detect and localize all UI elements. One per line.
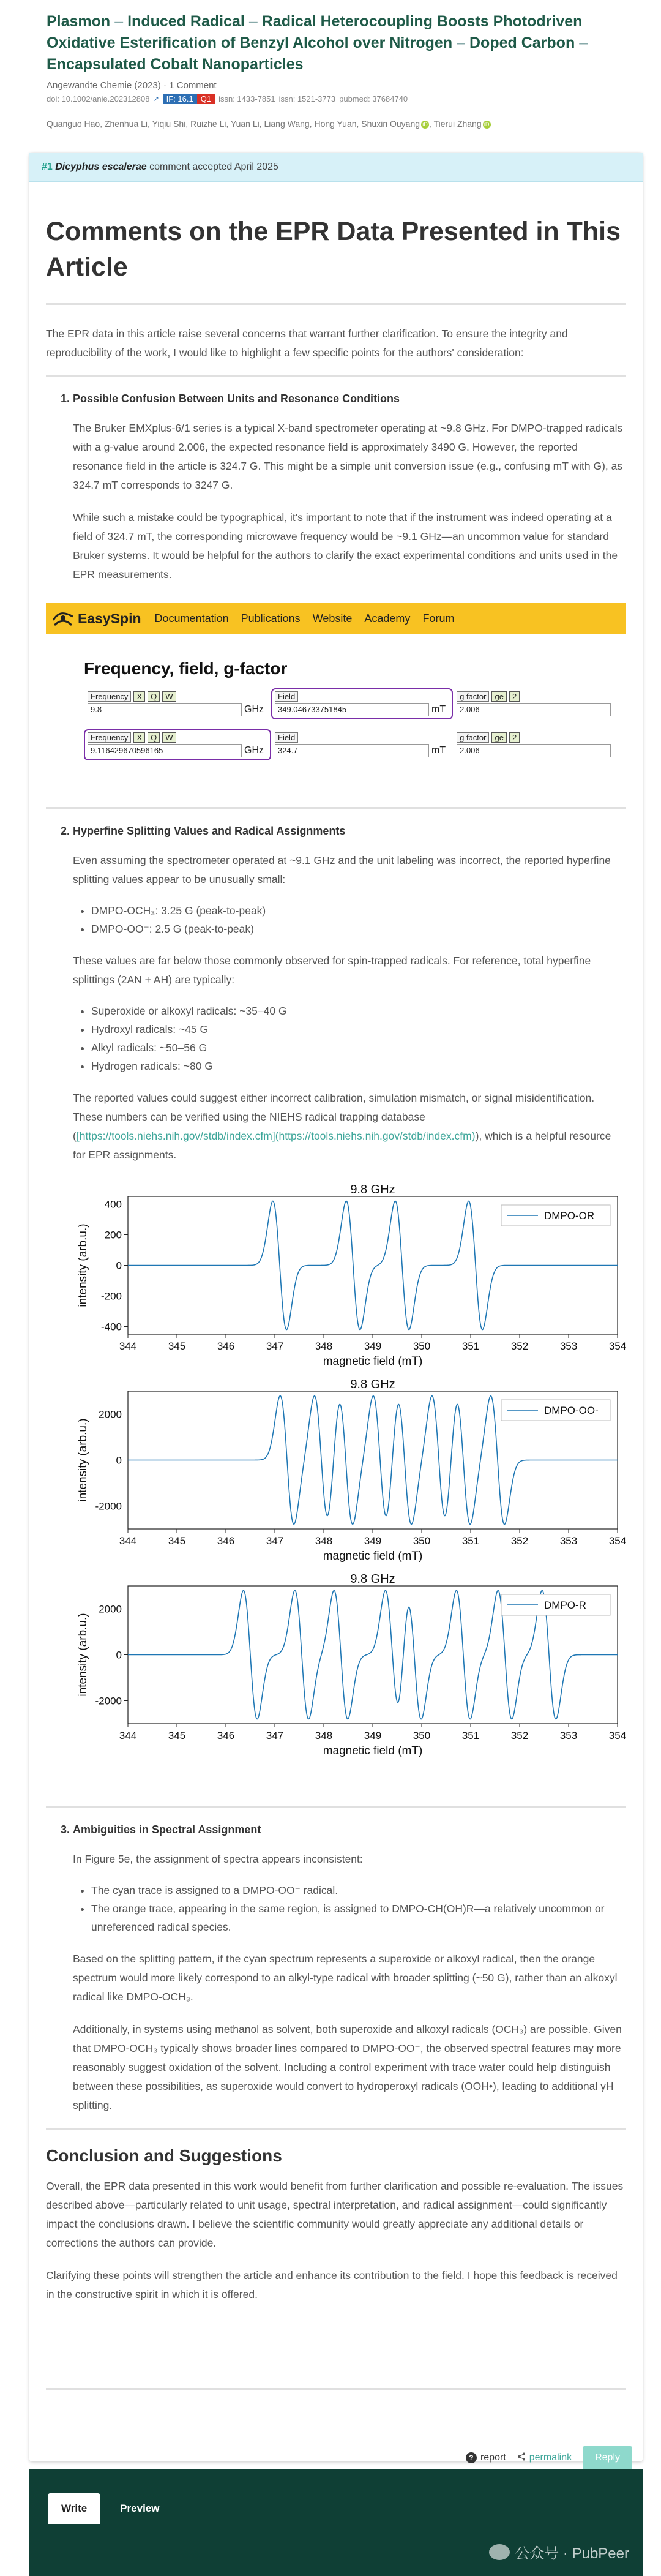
paper-title[interactable] xyxy=(47,11,637,75)
x-tick-label: 353 xyxy=(559,1535,578,1547)
band-x-button[interactable]: X xyxy=(133,732,145,743)
author[interactable]: Shuxin Ouyang xyxy=(361,119,420,129)
permalink-label: permalink xyxy=(529,2452,572,2463)
y-tick-label: 200 xyxy=(104,1229,122,1241)
bullet-list xyxy=(91,1002,626,1075)
band-q-button[interactable]: Q xyxy=(148,732,160,743)
orcid-icon[interactable]: iD xyxy=(483,121,491,129)
unit-mt: mT xyxy=(431,704,446,715)
x-tick-label: 354 xyxy=(608,1340,627,1352)
pubmed-id[interactable]: pubmed: 37684740 xyxy=(339,94,408,103)
title-separator: – xyxy=(248,13,258,30)
g-factor-input[interactable]: 2.006 xyxy=(457,703,611,716)
comment-body xyxy=(29,214,643,2304)
nav-academy[interactable]: Academy xyxy=(364,612,411,625)
g2-button[interactable]: 2 xyxy=(509,732,520,743)
comment-card xyxy=(29,153,643,2461)
title-part[interactable]: Encapsulated Cobalt Nanoparticles xyxy=(47,56,304,73)
title-separator: – xyxy=(579,34,588,51)
x-tick-label: 344 xyxy=(119,1340,137,1352)
y-tick-label: 0 xyxy=(116,1649,122,1661)
legend-label: DMPO-OO- xyxy=(544,1405,599,1416)
list-item: • DMPO-OCH₃: 3.25 G (peak-to-peak) xyxy=(91,901,626,920)
title-part[interactable]: Induced Radical xyxy=(127,13,245,30)
x-tick-label: 354 xyxy=(608,1730,627,1741)
comment-author[interactable]: Dicyphus escalerae xyxy=(55,162,147,172)
issn-online: issn: 1521-3773 xyxy=(278,94,336,103)
g-factor-input[interactable]: 2.006 xyxy=(457,744,611,757)
title-part[interactable]: Radical Heterocoupling Boosts Photodriven Oxidative Esterification of Benzyl Alcohol over Nitrogen xyxy=(47,13,583,51)
nav-documentation[interactable]: Documentation xyxy=(154,612,229,625)
x-tick-label: 348 xyxy=(315,1535,333,1547)
section-title xyxy=(61,1823,626,1836)
watermark-text: 公众号 · PubPeer xyxy=(515,2545,629,2562)
nav-forum[interactable]: Forum xyxy=(422,612,455,625)
x-tick-label: 346 xyxy=(217,1535,235,1547)
author[interactable]: Tierui Zhang xyxy=(433,119,482,129)
author-list: Quanguo Hao, Zhenhua Li, Yiqiu Shi, Ruizhe Li, Yuan Li, Liang Wang, Hong Yuan, Shuxin Ouyang iD , Tierui Zhang iD xyxy=(47,119,637,129)
author[interactable]: Yuan Li xyxy=(231,119,260,129)
x-tick-label: 353 xyxy=(559,1340,578,1352)
x-tick-label: 351 xyxy=(461,1340,480,1352)
divider xyxy=(46,1806,626,1808)
easyspin-screenshot xyxy=(46,603,626,800)
comment-status: comment accepted April 2025 xyxy=(149,162,278,172)
chart-title: 9.8 GHz xyxy=(350,1378,395,1391)
comment-editor xyxy=(29,2469,643,2576)
list-item: • Hydroxyl radicals: ~45 G xyxy=(91,1020,626,1038)
x-tick-label: 352 xyxy=(510,1535,529,1547)
share-icon xyxy=(517,2452,526,2464)
easyspin-logo-icon xyxy=(48,606,78,631)
y-axis-label: intensity (arb.u.) xyxy=(77,1223,89,1307)
x-tick-label: 349 xyxy=(364,1340,382,1352)
editor-tabs xyxy=(48,2493,624,2524)
field-input[interactable]: 349.046733751845 xyxy=(275,703,429,716)
band-q-button[interactable]: Q xyxy=(148,691,160,702)
y-tick-label: -2000 xyxy=(95,1695,122,1707)
author[interactable]: Yiqiu Shi xyxy=(152,119,186,129)
converter-panel xyxy=(46,634,626,800)
x-tick-label: 345 xyxy=(168,1730,186,1741)
chart-title: 9.8 GHz xyxy=(350,1572,395,1586)
section-title-text: Hyperfine Splitting Values and Radical Assignments xyxy=(73,825,346,837)
x-tick-label: 350 xyxy=(413,1340,431,1352)
paper-header xyxy=(0,0,661,129)
paragraph: The Bruker EMXplus-6/1 series is a typical X-band spectrometer operating at ~9.8 GHz. For DMPO-trapped radicals with a g-value around 2.006, the expected resonance field is approximately 3490 G. However, the reported resonance field in the article is 324.7 G. This might be a simple unit conversion issue (e.g., confusing mT with G), as 324.7 mT corresponds to 3247 G. xyxy=(73,422,623,491)
field-input[interactable]: 324.7 xyxy=(275,744,429,757)
frequency-group-highlighted xyxy=(84,729,271,760)
y-tick-label: -200 xyxy=(100,1290,122,1302)
ge-button[interactable]: ge xyxy=(491,691,506,702)
paragraph: Overall, the EPR data presented in this work would benefit from further clarification and possible re-evaluation. The issues described above—particularly related to unit usage, spectral interpretation, and radical assignment—could significantly impact the conclusions drawn. I believe the scientific community would greatly appreciate any additional details or corrections the authors can provide. xyxy=(46,2180,624,2249)
y-tick-label: 0 xyxy=(116,1260,122,1272)
epr-spectra-figure xyxy=(73,1183,626,1798)
list-item: • The cyan trace is assigned to a DMPO-OO⁻ radical. xyxy=(91,1881,626,1899)
y-axis-label: intensity (arb.u.) xyxy=(77,1418,89,1502)
x-tick-label: 346 xyxy=(217,1340,235,1352)
list-item: • Superoxide or alkoxyl radicals: ~35–40 G xyxy=(91,1002,626,1020)
doi[interactable]: doi: 10.1002/anie.202312808 xyxy=(47,94,150,103)
paragraph: In Figure 5e, the assignment of spectra appears inconsistent: xyxy=(73,1853,363,1865)
impact-factor-badge: IF: 16.1 xyxy=(163,94,197,104)
comment-number[interactable]: #1 xyxy=(42,162,53,172)
venue-line: Angewandte Chemie (2023) · 1 Comment xyxy=(47,80,217,91)
x-axis-label: magnetic field (mT) xyxy=(323,1355,423,1368)
x-tick-label: 344 xyxy=(119,1535,137,1547)
g-factor-group xyxy=(453,688,614,719)
author[interactable]: Zhenhua Li xyxy=(104,119,148,129)
paragraph: Additionally, in systems using methanol as solvent, both superoxide and alkoxyl radicals (OCH₃) are possible. Given that DMPO-OCH₃ typically shows broader lines compared to DMPO-OO⁻, the observed spectral features may more reasonably suggest oxidation of the solvent. Including a control experiment with trace water could help distinguish between these possibilities, as superoxide would convert to hydroperoxyl radicals (OOH•), leading to additional γH splitting. xyxy=(73,2023,622,2111)
g2-button[interactable]: 2 xyxy=(509,691,520,702)
frequency-input[interactable]: 9.8 xyxy=(88,703,242,716)
list-item: • Alkyl radicals: ~50–56 G xyxy=(91,1038,626,1057)
intro-paragraph: The EPR data in this article raise several concerns that warrant further clarification. To ensure the integrity and reproducibility of the work, I would like to highlight a few specific points for the authors' consideration: xyxy=(46,328,568,359)
author[interactable]: Liang Wang xyxy=(264,119,310,129)
unit-ghz: GHz xyxy=(244,704,264,715)
nav-publications[interactable]: Publications xyxy=(241,612,301,625)
nav-website[interactable]: Website xyxy=(312,612,353,625)
field-group-highlighted xyxy=(271,688,453,719)
section-title xyxy=(61,392,626,405)
niehs-link[interactable]: [https://tools.niehs.nih.gov/stdb/index.cfm](https://tools.niehs.nih.gov/stdb/index.cfm) xyxy=(76,1130,476,1142)
author[interactable]: Quanguo Hao xyxy=(47,119,100,129)
list-item: • Hydrogen radicals: ~80 G xyxy=(91,1057,626,1075)
list-item: • DMPO-OO⁻: 2.5 G (peak-to-peak) xyxy=(91,920,626,938)
g-factor-label: g factor xyxy=(457,691,489,702)
converter-title: Frequency, field, g-factor xyxy=(84,659,288,678)
x-axis-label: magnetic field (mT) xyxy=(323,1550,423,1563)
section-number: 2. xyxy=(61,825,70,837)
x-tick-label: 348 xyxy=(315,1340,333,1352)
converter-row-2 xyxy=(84,729,626,760)
x-tick-label: 353 xyxy=(559,1730,578,1741)
divider xyxy=(46,375,626,377)
field-label: Field xyxy=(275,732,298,743)
legend-label: DMPO-OR xyxy=(544,1210,595,1222)
frequency-group xyxy=(84,688,271,719)
y-tick-label: -400 xyxy=(100,1321,122,1333)
section-1 xyxy=(61,392,626,584)
bullet-list xyxy=(91,1881,626,1936)
paragraph-text: ), which is a helpful resource for EPR assignments. xyxy=(73,1130,611,1161)
field-group xyxy=(271,729,453,760)
list-item: • The orange trace, appearing in the same region, is assigned to DMPO-CH(OH)R—a relatively uncommon or unreferenced radical species. xyxy=(91,1899,626,1936)
x-tick-label: 351 xyxy=(461,1730,480,1741)
tab-write[interactable]: Write xyxy=(48,2493,100,2524)
x-tick-label: 352 xyxy=(510,1340,529,1352)
identifier-row xyxy=(47,94,637,104)
watermark xyxy=(489,2541,629,2563)
ge-button[interactable]: ge xyxy=(491,732,506,743)
chart-title: 9.8 GHz xyxy=(350,1183,395,1196)
paragraph: Even assuming the spectrometer operated at ~9.1 GHz and the unit labeling was incorrect, the reported hyperfine splitting values appear to be unusually small: xyxy=(73,854,611,885)
comment-actions xyxy=(466,2446,632,2469)
x-tick-label: 347 xyxy=(266,1535,284,1547)
x-tick-label: 345 xyxy=(168,1340,186,1352)
band-x-button[interactable]: X xyxy=(133,691,145,702)
epr-spectra-svg xyxy=(73,1183,627,1795)
section-2 xyxy=(61,825,627,1798)
section-number: 1. xyxy=(61,392,70,405)
section-title xyxy=(61,825,626,838)
author[interactable]: Hong Yuan xyxy=(314,119,357,129)
paragraph: While such a mistake could be typographical, it's important to note that if the instrument was indeed operating at a field of 324.7 mT, the corresponding microwave frequency would be ~9.1 GHz—an uncommon value for standard Bruker systems. It would be helpful for the authors to clarify the exact experimental conditions and units used in the EPR measurements. xyxy=(73,511,618,580)
report-link[interactable] xyxy=(466,2452,506,2463)
title-separator: – xyxy=(457,34,465,51)
x-tick-label: 352 xyxy=(510,1730,529,1741)
g-factor-label: g factor xyxy=(457,732,489,743)
conclusion-heading: Conclusion and Suggestions xyxy=(46,2146,282,2165)
g-factor-group xyxy=(453,729,614,760)
bullet-list xyxy=(91,901,626,938)
frequency-input[interactable]: 9.116429670596165 xyxy=(88,744,242,757)
x-axis-label: magnetic field (mT) xyxy=(323,1744,423,1757)
x-tick-label: 354 xyxy=(608,1535,627,1547)
paragraph: Clarifying these points will strengthen the article and enhance its contribution to the field. I hope this feedback is received in the constructive spirit in which it is offered. xyxy=(46,2269,618,2300)
divider xyxy=(46,2128,626,2130)
frequency-label: Frequency xyxy=(88,691,131,702)
title-part[interactable]: Plasmon xyxy=(47,13,111,30)
title-part[interactable]: Doped Carbon xyxy=(469,34,575,51)
issn-print: issn: 1433-7851 xyxy=(218,94,275,103)
title-separator: – xyxy=(114,13,124,30)
field-label: Field xyxy=(275,691,298,702)
author[interactable]: Ruizhe Li xyxy=(190,119,226,129)
frequency-label: Frequency xyxy=(88,732,131,743)
x-tick-label: 347 xyxy=(266,1730,284,1741)
orcid-icon[interactable]: iD xyxy=(421,121,429,129)
paragraph-text: The reported values could suggest either incorrect calibration, simulation mismatch, or signal misidentification. These numbers can be verified using the NIEHS radical trapping database ( xyxy=(73,1092,595,1142)
section-title-text: Ambiguities in Spectral Assignment xyxy=(73,1823,261,1836)
section-title-text: Possible Confusion Between Units and Resonance Conditions xyxy=(73,392,400,405)
converter-row-1 xyxy=(84,688,626,719)
y-tick-label: 0 xyxy=(116,1454,122,1466)
y-tick-label: -2000 xyxy=(95,1500,122,1512)
paragraph xyxy=(73,1089,626,1165)
x-tick-label: 345 xyxy=(168,1535,186,1547)
reply-button[interactable]: Reply xyxy=(583,2446,632,2469)
y-tick-label: 2000 xyxy=(99,1408,122,1421)
unit-mt: mT xyxy=(431,745,446,756)
quartile-badge: Q1 xyxy=(197,94,215,104)
wechat-logo-icon xyxy=(489,2544,510,2560)
permalink-link[interactable] xyxy=(517,2452,572,2464)
x-tick-label: 349 xyxy=(364,1730,382,1741)
divider xyxy=(46,303,626,305)
x-tick-label: 349 xyxy=(364,1535,382,1547)
comment-header xyxy=(29,153,643,182)
x-tick-label: 344 xyxy=(119,1730,137,1741)
x-tick-label: 348 xyxy=(315,1730,333,1741)
y-tick-label: 2000 xyxy=(99,1603,122,1615)
paragraph: These values are far below those commonly observed for spin-trapped radicals. For reference, total hyperfine splittings (2AN + AH) are typically: xyxy=(73,955,591,986)
y-axis-label: intensity (arb.u.) xyxy=(77,1613,89,1697)
tab-preview[interactable]: Preview xyxy=(120,2503,160,2514)
y-tick-label: 400 xyxy=(104,1198,122,1211)
x-tick-label: 351 xyxy=(461,1535,480,1547)
x-tick-label: 350 xyxy=(413,1730,431,1741)
band-w-button[interactable]: W xyxy=(162,691,176,702)
report-label: report xyxy=(480,2452,506,2463)
comment-footer xyxy=(46,2388,626,2461)
external-link-icon[interactable]: ↗ xyxy=(153,96,159,103)
easyspin-navbar xyxy=(46,603,626,634)
paragraph: Based on the splitting pattern, if the cyan spectrum represents a superoxide or alkoxyl radical, then the orange spectrum would more likely correspond to an alkyl-type radical with broader splitting (~50 G), rather than an alkoxyl radical like DMPO-OCH₃. xyxy=(73,1953,618,2003)
section-number: 3. xyxy=(61,1823,70,1836)
question-icon: ? xyxy=(466,2452,477,2463)
easyspin-brand: EasySpin xyxy=(78,610,141,626)
x-tick-label: 346 xyxy=(217,1730,235,1741)
x-tick-label: 350 xyxy=(413,1535,431,1547)
legend-label: DMPO-R xyxy=(544,1599,586,1611)
band-w-button[interactable]: W xyxy=(162,732,176,743)
section-3 xyxy=(61,1823,626,2115)
x-tick-label: 347 xyxy=(266,1340,284,1352)
comment-title: Comments on the EPR Data Presented in This Article xyxy=(46,217,621,282)
divider xyxy=(46,807,626,809)
unit-ghz: GHz xyxy=(244,745,264,756)
